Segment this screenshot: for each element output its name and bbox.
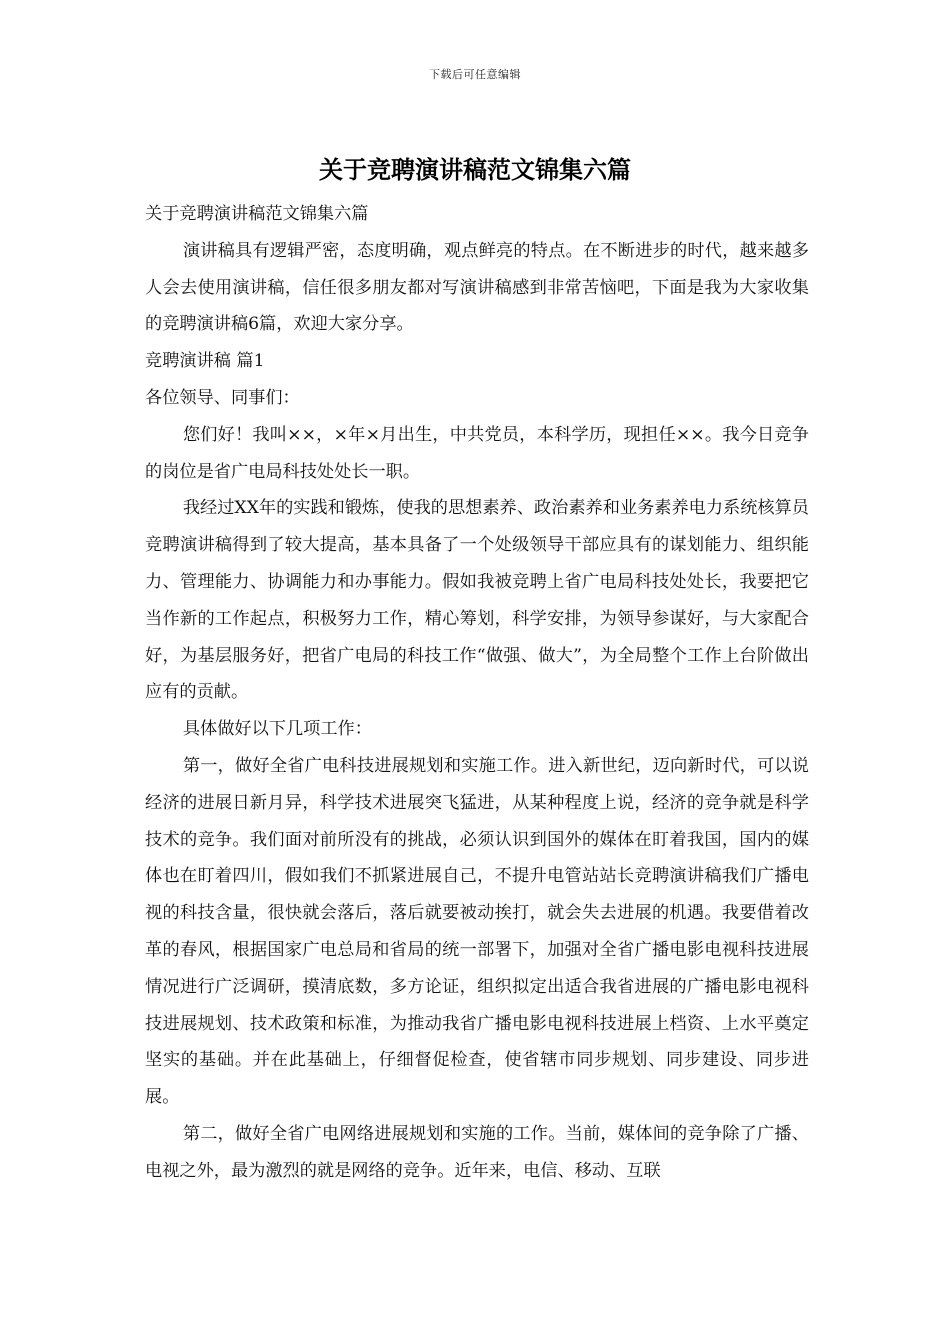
body-paragraph: 第二，做好全省广电网络进展规划和实施的工作。当前，媒体间的竞争除了广播、电视之外，最为激烈的就是网络的竞争。近年来，电信、移动、互联: [145, 1123, 809, 1181]
header-note: 下载后可任意编辑: [429, 68, 521, 81]
subtitle-line: 关于竞聘演讲稿范文锦集六篇: [145, 204, 369, 224]
body-paragraph: 您们好！我叫××，×年×月出生，中共党员，本科学历，现担任××。我今日竞争的岗位是省广电局科技处处长一职。: [145, 424, 809, 482]
body-paragraph: 具体做好以下几项工作：: [182, 719, 372, 740]
document-body: [145, 196, 809, 1190]
document-title: 关于竞聘演讲稿范文锦集六篇: [319, 155, 631, 184]
section-heading: 竞聘演讲稿 篇1: [145, 351, 265, 372]
salutation: 各位领导、同事们：: [145, 387, 300, 408]
intro-paragraph: 演讲稿具有逻辑严密，态度明确，观点鲜亮的特点。在不断进步的时代，越来越多人会去使用演讲稿，信任很多朋友都对写演讲稿感到非常苦恼吧，下面是我为大家收集的竞聘演讲稿6篇，欢迎大家分享。: [145, 240, 809, 335]
body-paragraph: 第一，做好全省广电科技进展规划和实施工作。进入新世纪，迈向新时代，可以说经济的进展日新月异，科学技术进展突飞猛进，从某种程度上说，经济的竞争就是科学技术的竞争。我们面对前所没有的挑战，必须认识到国外的媒体在盯着我国，国内的媒体也在盯着四川，假如我们不抓紧进展自己，不提升电管站站长竞聘演讲稿我们广播电视的科技含量，很快就会落后，落后就要被动挨打，就会失去进展的机遇。我要借着改革的春风，根据国家广电总局和省局的统一部署下，加强对全省广播电影电视科技进展情况进行广泛调研，摸清底数，多方论证，组织拟定出适合我省进展的广播电影电视科技进展规划、技术政策和标准，为推动我省广播电影电视科技进展上档资、上水平奠定坚实的基础。并在此基础上，仔细督促检查，使省辖市同步规划、同步建设、同步进展。: [145, 755, 809, 1108]
body-paragraph: 我经过XX年的实践和锻炼，使我的思想素养、政治素养和业务素养电力系统核算员竞聘演讲稿得到了较大提高，基本具备了一个处级领导干部应具有的谋划能力、组织能力、管理能力、协调能力和办事能力。假如我被竞聘上省广电局科技处处长，我要把它当作新的工作起点，积极努力工作，精心筹划，科学安排，为领导参谋好，与大家配合好，为基层服务好，把省广电局的科技工作“做强、做大”，为全局整个工作上台阶做出应有的贡献。: [145, 498, 809, 703]
